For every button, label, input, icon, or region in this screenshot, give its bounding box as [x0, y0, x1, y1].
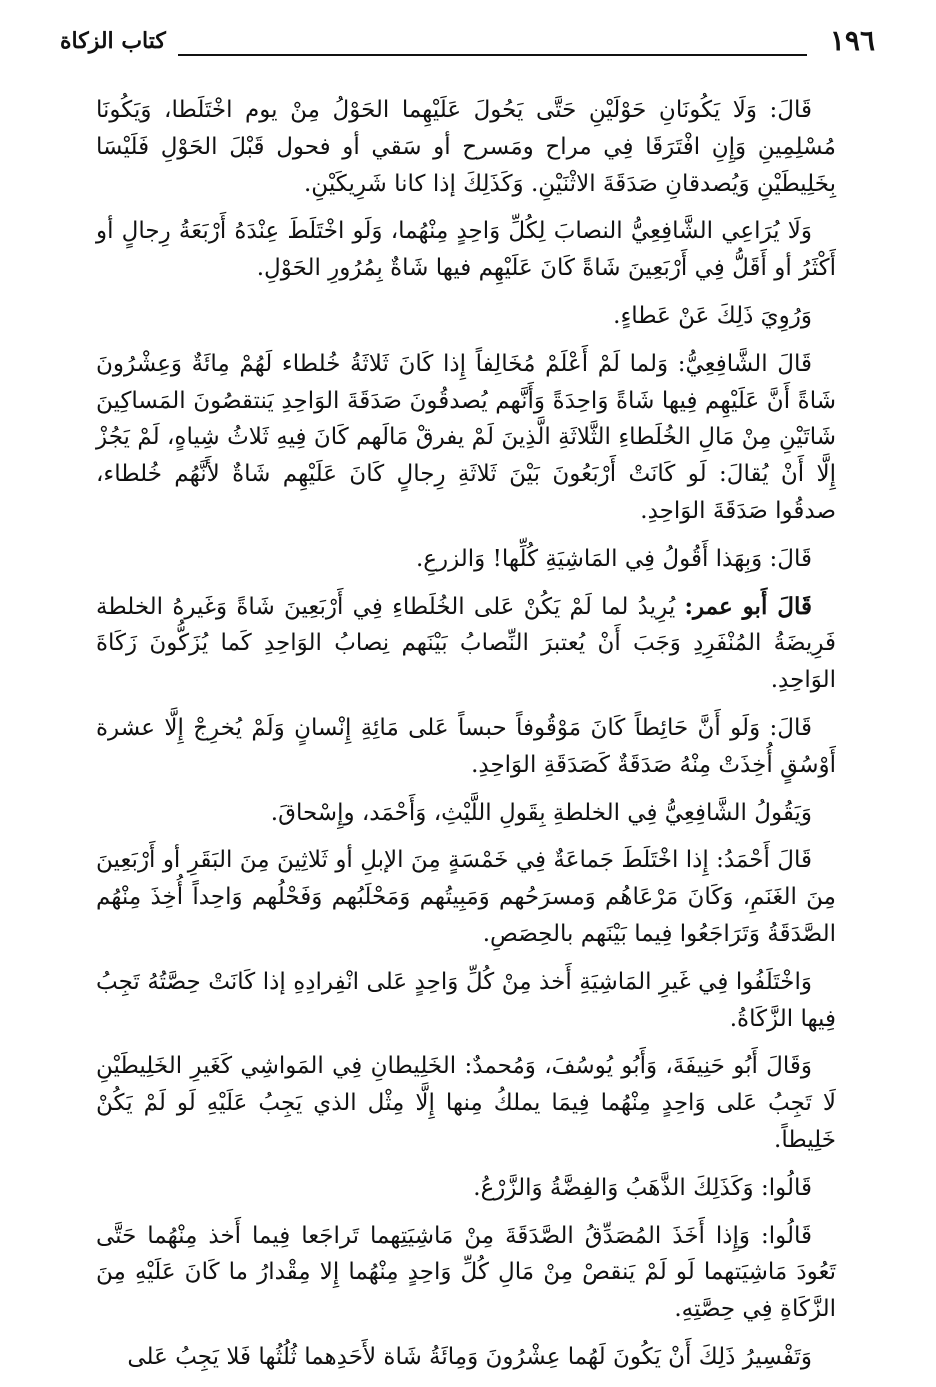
paragraph-1: قَالَ: وَلَا يَكُونَانِ حَوْلَيْنِ حَتَّى يَحُولَ عَلَيْهِما الحَوْلُ مِنْ يوم اخْتَلَطا، وَيَكُونَا مُسْلِمِينِ وَإِنِ افْتَرَقَا فِي مراح ومَسرح أو سَقي أو فحول قَبْلَ الحَوْلِ فَلَيْسَا بِخَلِيطَيْنِ وَيُصدقانِ صَدَقَةَ الاثْنَيْنِ. وَكَذَلِكَ إذا كانا شَرِيكَيْنِ. — [96, 97, 836, 197]
paragraph-4: قَالَ الشَّافِعِيُّ: وَلما لَمْ أَعْلَمْ مُخَالِفاً إِذا كَانَ ثَلاثَةُ خُلطاء لَهُمْ مِائَةٌ وَعِشْرُونَ شَاةً أَنَّ عَلَيْهِم فِيها شَاةً وَاحِدَةً وَأَنَّهم يُصدقُونَ صَدَقَةَ الوَاحِدِ يَنتقصُونَ المَساكِينَ شَاتَيْنِ مِنْ مَالِ الخُلَطاءِ الثَّلاثَةِ الَّذِينَ لَمْ يفرقْ مَالَهم كَانَ فِيهِ ثَلاثُ شِياهٍ، لَمْ يَجُزْ إِلَّا أَنْ يُقالَ: لَو كَانَتْ أَرْبَعُونَ بَيْنَ ثَلاثَةِ رِجالٍ كَانَ عَلَيْهِم شَاةٌ لأَنَّهُم خُلطاء، صدقُوا صَدَقَةَ الوَاحِدِ. — [96, 350, 836, 524]
header-rule — [178, 54, 807, 56]
paragraph-13: قَالُوا: وَإِذا أَخَذَ المُصَدِّقُ الصَّدَقَةَ مِنْ مَاشِيَتِهما تَراجَعا فِيما أَخذ مِنْهُما حَتَّى تَعُودَ مَاشِيَتهما لَو لَمْ يَنقصْ مِنْ مَالِ كُلِّ وَاحِدٍ مِنْهُما إِلا مِقْدارُ ما كَانَ عَلَيْهِ مِنَ الزَّكَاةِ فِي حِصَّتِهِ. — [96, 1222, 836, 1323]
speaker-lead: قَالَ أَبو عمر: — [684, 592, 812, 620]
paragraph-2: وَلَا يُرَاعِي الشَّافِعِيُّ النصابَ لِكُلِّ وَاحِدٍ مِنْهُما، وَلَو اخْتَلَطَ عِنْدَهُ أَرْبَعَةُ رِجالٍ أو أَكْثَرُ أو أَقَلُّ فِي أَرْبَعِينَ شَاةً كَانَ عَلَيْهِم فيها شَاةٌ بِمُرُورِ الحَوْلِ. — [96, 218, 836, 282]
paragraph-9: قَالَ أَحْمَدُ: إِذا اخْتَلَطَ جَماعَةٌ فِي خَمْسَةٍ مِنَ الإبلِ أو ثَلاثِينَ مِنَ البَقَرِ أو أَرْبَعِينَ مِنَ الغَنَمِ، وَكَانَ مَرْعَاهُم وَمسرَحُهم وَمَبِيتُهم وَمَحْلَبُهم وَفَحْلُهم وَاحِداً أُخِذَ مِنْهُم الصَّدَقَةُ وَتَرَاجَعُوا فِيما بَيْنَهم بالحِصَصِ. — [96, 847, 836, 947]
paragraph-3: وَرُوِيَ ذَلِكَ عَنْ عَطاءٍ. — [613, 302, 812, 329]
page-body — [96, 92, 836, 1387]
chapter-title: كتاب الزكاة — [60, 28, 166, 54]
paragraph-8: وَيَقُولُ الشَّافِعِيُّ فِي الخلطةِ بِقَولِ اللَّيْثِ، وَأَحْمَد، وإِسْحاقَ. — [270, 799, 812, 826]
paragraph-11: وَقَالَ أَبُو حَنِيفَةَ، وَأَبُو يُوسُفَ، وَمُحمدٌ: الخَلِيطانِ فِي المَواشِي كَغَيرِ الخَلِيطَيْنِ لَا تَجِبُ عَلى وَاحِدٍ مِنْهُما فِيمَا يملكُ مِنها إِلَّا مِثْل الذي يَجِبُ عَلَيْهِ لَو لَمْ يَكُنْ خَلِيطاً. — [96, 1053, 836, 1153]
paragraph-12: قَالُوا: وَكَذَلِكَ الذَّهَبُ وَالفِضَّةُ وَالزَّرْعُ. — [473, 1174, 812, 1201]
paragraph-10: وَاخْتَلَفُوا فِي غَيرِ المَاشِيَةِ أَخذ مِنْ كُلِّ وَاحِدٍ عَلى انْفِرادِهِ إذا كَانَتْ حِصَّتُهُ تَجِبُ فِيها الزَّكَاةُ. — [96, 968, 836, 1032]
running-header — [60, 14, 875, 60]
paragraph-6-text: يُرِيدُ لما لَمْ يَكُنْ عَلى الخُلَطاءِ فِي أَرْبَعِينَ شَاةً وَغَيرهُ الخلطة فَرِيضَةُ المُنْفَرِدِ وَجَبَ أَنْ يُعتبرَ النِّصابُ بَيْنَهم نِصابُ الوَاحِدِ كَما يُزَكُّونَ زَكَاةَ الوَاحِدِ. — [96, 593, 836, 694]
paragraph-6 — [96, 589, 836, 699]
page-number: ١٩٦ — [829, 24, 875, 57]
paragraph-5: قَالَ: وَبِهَذا أَقُولُ فِي المَاشِيَةِ كُلِّها! وَالزرعِ. — [415, 545, 812, 572]
paragraph-7: قَالَ: وَلَو أَنَّ حَائِطاً كَانَ مَوْقُوفاً حبساً عَلى مَائِةِ إِنْسانٍ وَلَمْ يُخرِجْ إِلَّا عشرة أَوْسُقٍ أُخِذَتْ مِنْهُ صَدَقَةٌ كَصَدَقَةِ الوَاحِدِ. — [96, 714, 836, 778]
paragraph-14: وَتَفْسِيرُ ذَلِكَ أَنْ يَكُونَ لَهُما عِشْرُونَ وَمِائَةُ شَاة لأَحَدِهما ثُلُثُها فَلا يَجِبُ عَلى — [127, 1343, 812, 1370]
